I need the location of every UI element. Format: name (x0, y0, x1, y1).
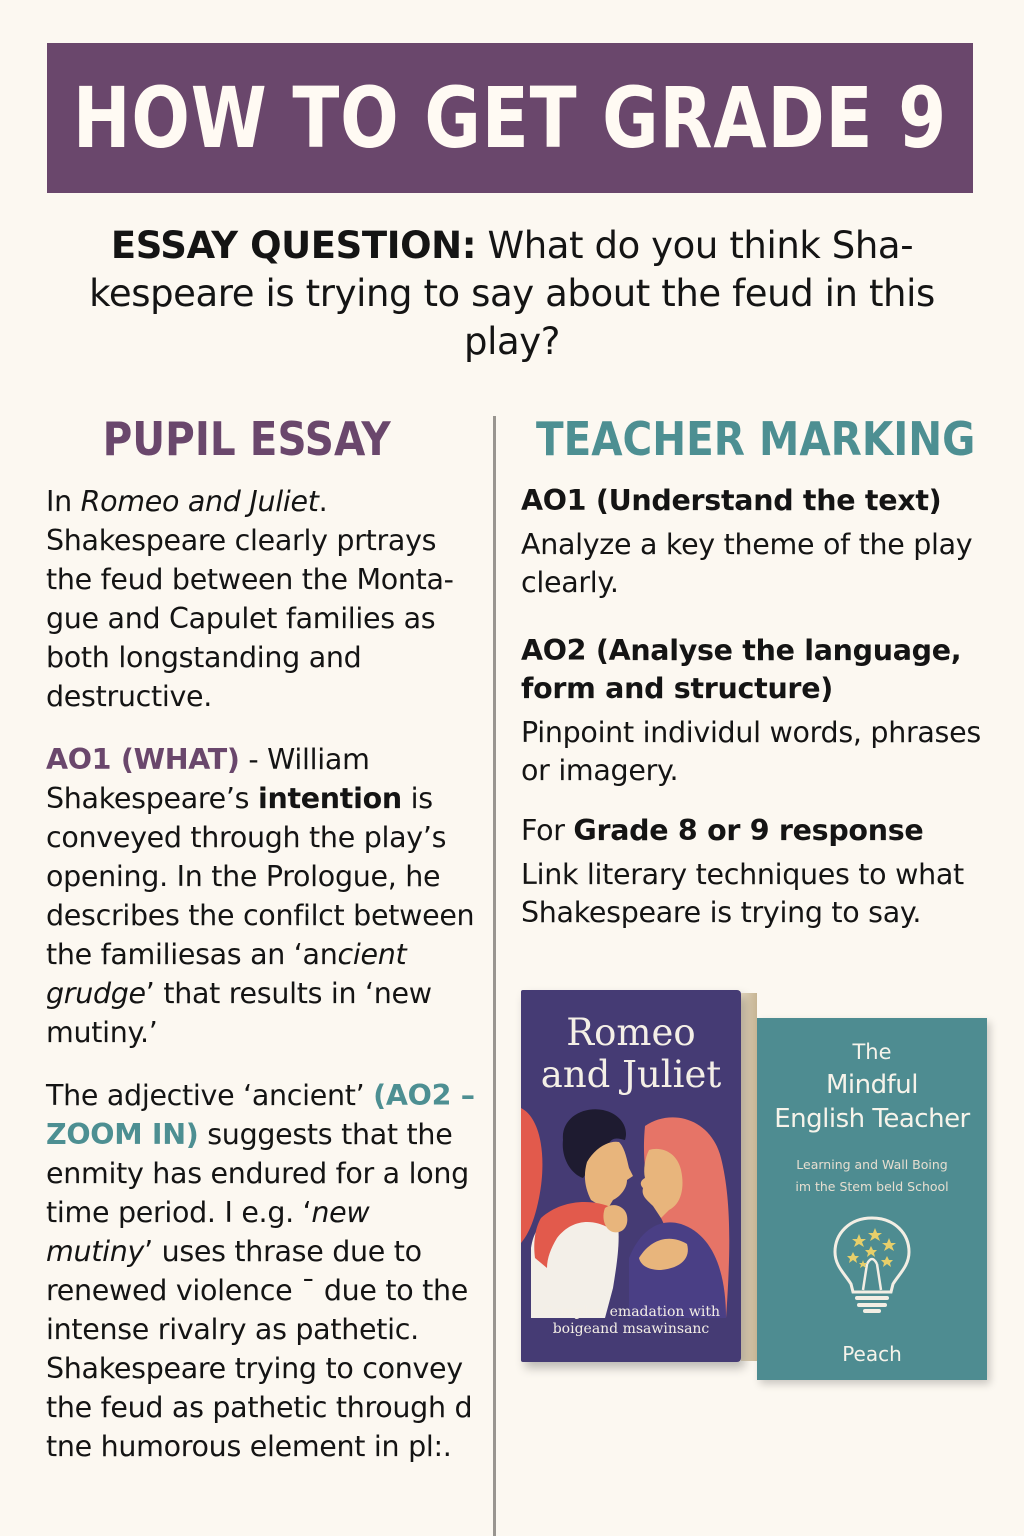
page-title: HOW TO GET GRADE 9 (72, 69, 948, 167)
book1-subtitle-line1: Complen emadation with (542, 1304, 720, 1320)
criterion-ao1-heading: AO1 (Understand the text) (521, 484, 942, 517)
book1-spine (741, 993, 757, 1361)
book1-title-line2: and Juliet (540, 1053, 722, 1096)
teacher-marking-heading-text: TEACHER MARKING (536, 412, 976, 466)
keyword-intention: intention (257, 782, 402, 815)
criterion-ao1-body: Analyze a key theme of the play clearly. (521, 528, 973, 599)
grade-label: Grade 8 or 9 response (573, 814, 924, 847)
quote-italic: cient grudge (46, 938, 407, 1010)
lightbulb-icon (829, 1214, 915, 1314)
ao1-tag: AO1 (WHAT) (46, 743, 240, 776)
essay-paragraph-intro (46, 482, 476, 716)
pupil-essay-heading (0, 412, 494, 466)
teacher-marking-heading (506, 412, 1006, 466)
teacher-marking-body (521, 482, 1001, 962)
book2-subtitle (757, 1154, 987, 1198)
book2-subtitle-line1: Learning and Wall Boing (796, 1157, 948, 1172)
essay-paragraph-ao2 (46, 1076, 476, 1466)
text: For (521, 814, 574, 847)
book2-title-line1: Mindful (826, 1070, 918, 1100)
book1-subtitle (521, 1304, 741, 1338)
column-divider (493, 416, 496, 1536)
text: ’ uses thrase due to renewed violence ˉ due to the intense rivalry as pathetic. Shakespeare trying to convey the feud as pathetic through d tne humorous element in pl:. (46, 1235, 473, 1463)
book1-subtitle-line2: boigeand msawinsanc (552, 1321, 710, 1337)
book2-subtitle-line2: im the Stem beld School (795, 1179, 949, 1194)
book1-title-line1: Romeo (566, 1011, 696, 1054)
book2-author: Peach (842, 1342, 902, 1366)
book2-title-the: The (852, 1040, 892, 1064)
essay-question (40, 222, 984, 366)
text: is conveyed through the play’s opening. In the Prologue, he describes the confilct between the familiesas an ‘an (46, 782, 475, 971)
play-title-italic: Romeo and Juliet (80, 485, 319, 518)
book-mindful-english-teacher (757, 1018, 987, 1380)
text: . Shakespeare clearly prtrays the feud between the Monta-gue and Capulet families as both longstanding and destructive. (46, 485, 454, 713)
text: In (46, 485, 81, 518)
quote-italic: new mutiny (46, 1196, 370, 1268)
title-banner (47, 43, 973, 193)
text: suggests that the enmity has endured for a long time period. I e.g. ‘ (46, 1118, 469, 1229)
book1-title (521, 1012, 741, 1096)
criterion-grade-heading (521, 812, 1001, 850)
text: - William Shakespeare’s (46, 743, 370, 815)
ao2-tag: (AO2 – ZOOM IN) (46, 1079, 475, 1151)
pupil-essay-heading-text: PUPIL ESSAY (102, 412, 392, 466)
book-romeo-and-juliet (521, 990, 741, 1362)
book2-title-line2: English Teacher (774, 1104, 970, 1134)
criterion-ao2-body: Pinpoint individul words, phrases or imagery. (521, 716, 981, 787)
romeo-juliet-illustration (521, 1088, 741, 1318)
essay-question-text: What do you think Sha-kespeare is trying to say about the feud in this play? (89, 224, 935, 363)
essay-paragraph-ao1 (46, 740, 476, 1052)
text: The adjective ‘ancient’ (46, 1079, 374, 1112)
text: ’ that results in ‘new mutiny.’ (46, 977, 432, 1049)
pupil-essay-body (46, 482, 476, 1480)
essay-question-label: ESSAY QUESTION: (110, 224, 477, 267)
criterion-grade-body: Link literary techniques to what Shakespeare is trying to say. (521, 858, 964, 929)
criterion-ao2-heading: AO2 (Analyse the language, form and structure) (521, 634, 962, 705)
book2-title (757, 1068, 987, 1136)
